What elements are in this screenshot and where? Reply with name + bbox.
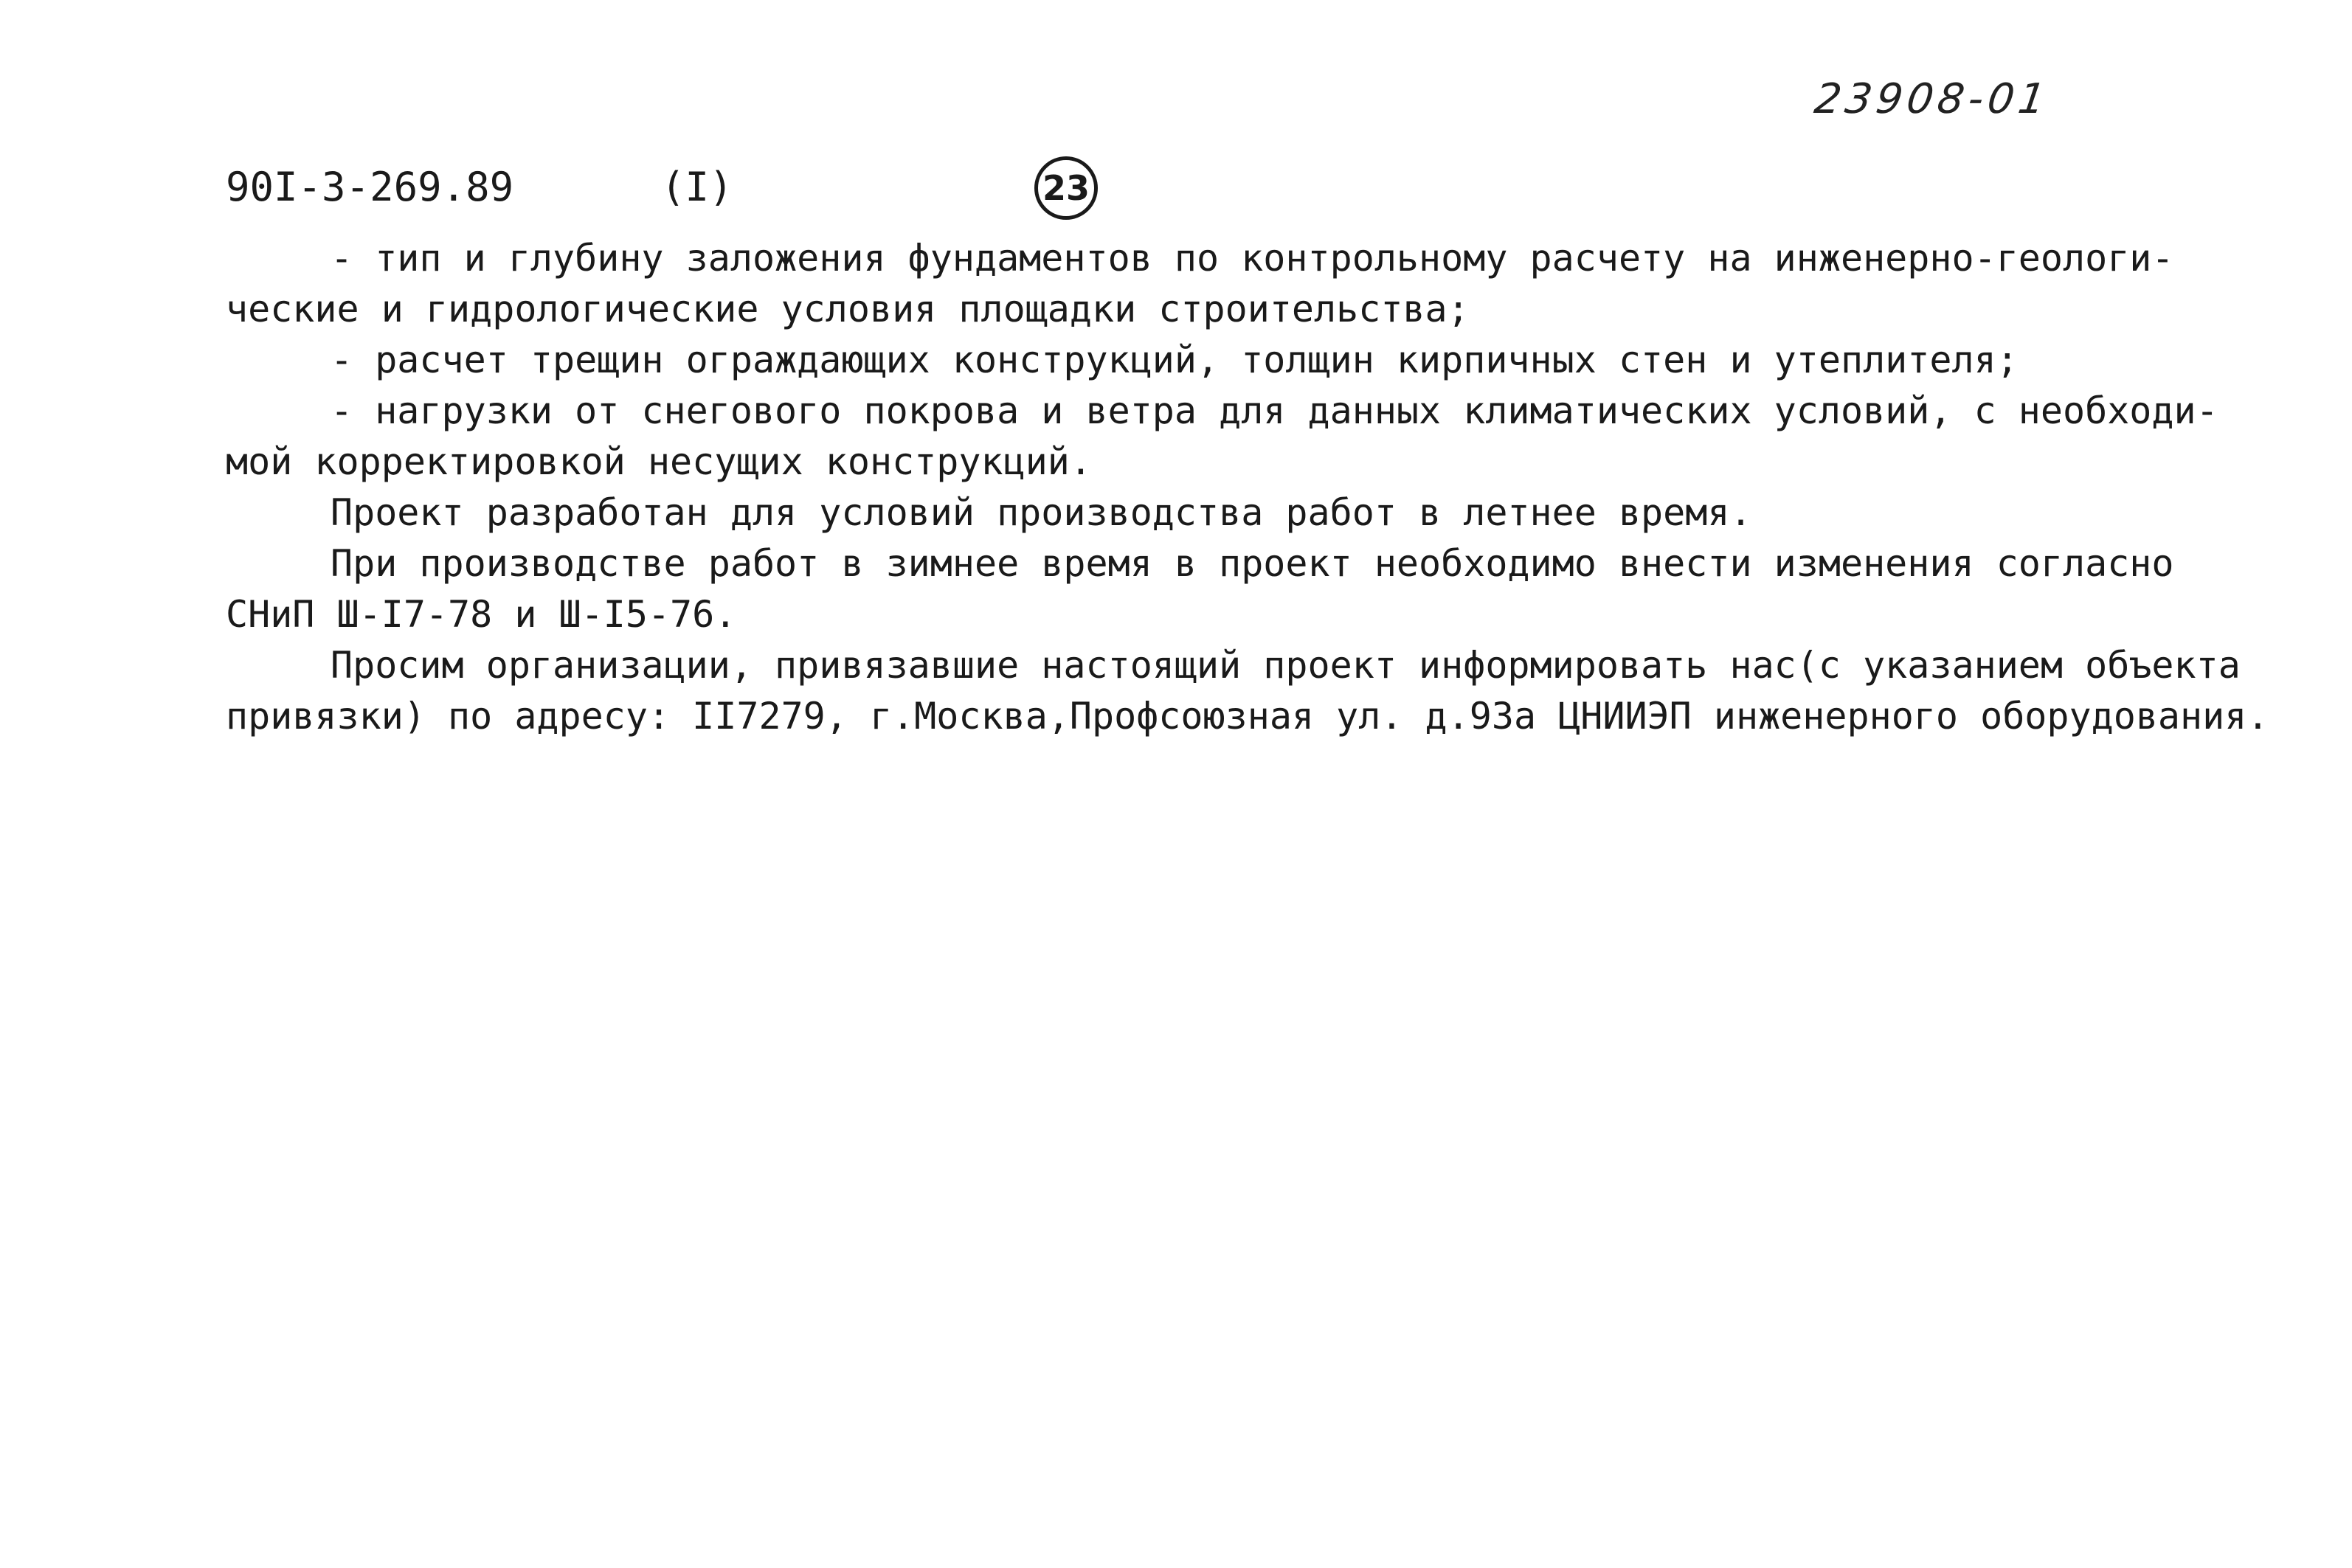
- text-line: - расчет трещин ограждающих конструкций, толщин кирпичных стен и утеплителя;: [331, 339, 2019, 381]
- text-line: мой корректировкой несущих конструкций.: [226, 440, 1092, 483]
- body-text: [226, 233, 2269, 742]
- text-line: ческие и гидрологические условия площадки строительства;: [226, 288, 1470, 330]
- archive-number: 23908-01: [1811, 75, 2053, 123]
- text-line: привязки) по адресу: II7279, г.Москва,Профсоюзная ул. д.93а ЦНИИЭП инженерного оборудования.: [226, 695, 2269, 738]
- text-line: При производстве работ в зимнее время в проект необходимо внести изменения согласно: [331, 542, 2174, 585]
- text-line: СНиП Ш-I7-78 и Ш-I5-76.: [226, 593, 737, 636]
- part-number: (I): [661, 164, 733, 210]
- text-line: - нагрузки от снегового покрова и ветра для данных климатических условий, с необходи-: [331, 389, 2218, 432]
- document-code: 90I-3-269.89: [226, 164, 514, 210]
- document-header: [226, 164, 1259, 223]
- page-number-circled: 23: [1034, 156, 1098, 220]
- text-line: Проект разработан для условий производства работ в летнее время.: [331, 491, 1752, 534]
- text-line: - тип и глубину заложения фундаментов по контрольному расчету на инженерно-геологи-: [331, 237, 2174, 280]
- text-line: Просим организации, привязавшие настоящий проект информировать нас(с указанием объекта: [331, 644, 2241, 687]
